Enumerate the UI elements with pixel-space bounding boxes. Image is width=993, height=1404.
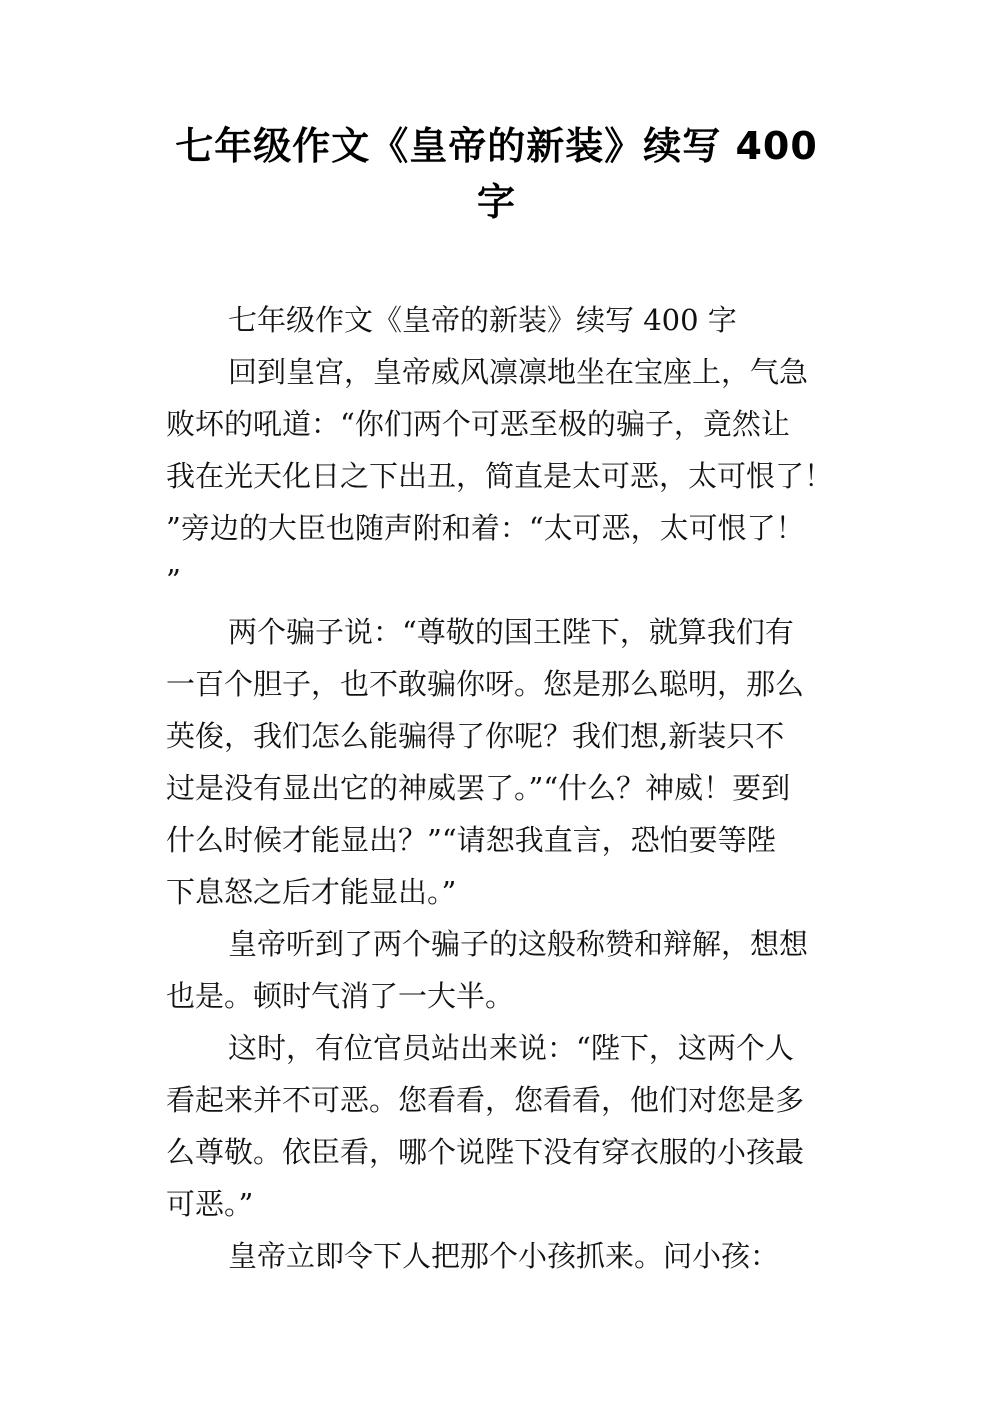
paragraph-line: 皇帝听到了两个骗子的这般称赞和辩解，想想 xyxy=(228,927,809,961)
paragraph-line: 什么时候才能显出？”“请恕我直言，恐怕要等陛 xyxy=(166,823,776,857)
paragraph xyxy=(166,606,838,918)
paragraph-line: 皇帝立即令下人把那个小孩抓来。问小孩： xyxy=(228,1239,780,1273)
paragraph-line: 下息怒之后才能显出。” xyxy=(166,875,457,909)
paragraph-line: 么尊敬。依臣看，哪个说陛下没有穿衣服的小孩最 xyxy=(166,1135,805,1169)
paragraph xyxy=(166,1022,838,1230)
paragraph-line: 看起来并不可恶。您看看，您看看，他们对您是多 xyxy=(166,1083,805,1117)
paragraph-line: 英俊，我们怎么能骗得了你呢？我们想,新装只不 xyxy=(166,719,785,753)
paragraph xyxy=(166,1230,838,1282)
paragraph-line: 七年级作文《皇帝的新装》续写 400 字 xyxy=(228,303,737,337)
paragraph xyxy=(166,294,838,346)
document-title xyxy=(150,118,843,230)
title-line-2: 字 xyxy=(476,180,516,224)
document-body xyxy=(166,294,838,1282)
paragraph-line: 过是没有显出它的神威罢了。”“什么？神威！要到 xyxy=(166,771,791,805)
paragraph-line: 回到皇宫，皇帝威风凛凛地坐在宝座上，气急 xyxy=(228,355,809,389)
paragraph xyxy=(166,346,838,606)
paragraph-line: ” xyxy=(166,563,181,597)
paragraph-line: ”旁边的大臣也随声附和着：“太可恶，太可恨了！ xyxy=(166,511,805,545)
paragraph-line: 可恶。” xyxy=(166,1187,254,1221)
paragraph-line: 我在光天化日之下出丑，简直是太可恶，太可恨了！ xyxy=(166,459,834,493)
paragraph-line: 这时，有位官员站出来说：“陛下，这两个人 xyxy=(228,1031,794,1065)
paragraph-line: 两个骗子说：“尊敬的国王陛下，就算我们有 xyxy=(228,615,794,649)
paragraph-line: 也是。顿时气消了一大半。 xyxy=(166,979,515,1013)
paragraph xyxy=(166,918,838,1022)
paragraph-line: 败坏的吼道：“你们两个可恶至极的骗子，竟然让 xyxy=(166,407,790,441)
title-line-1: 七年级作文《皇帝的新装》续写 400 xyxy=(175,124,818,168)
paragraph-line: 一百个胆子，也不敢骗你呀。您是那么聪明，那么 xyxy=(166,667,805,701)
